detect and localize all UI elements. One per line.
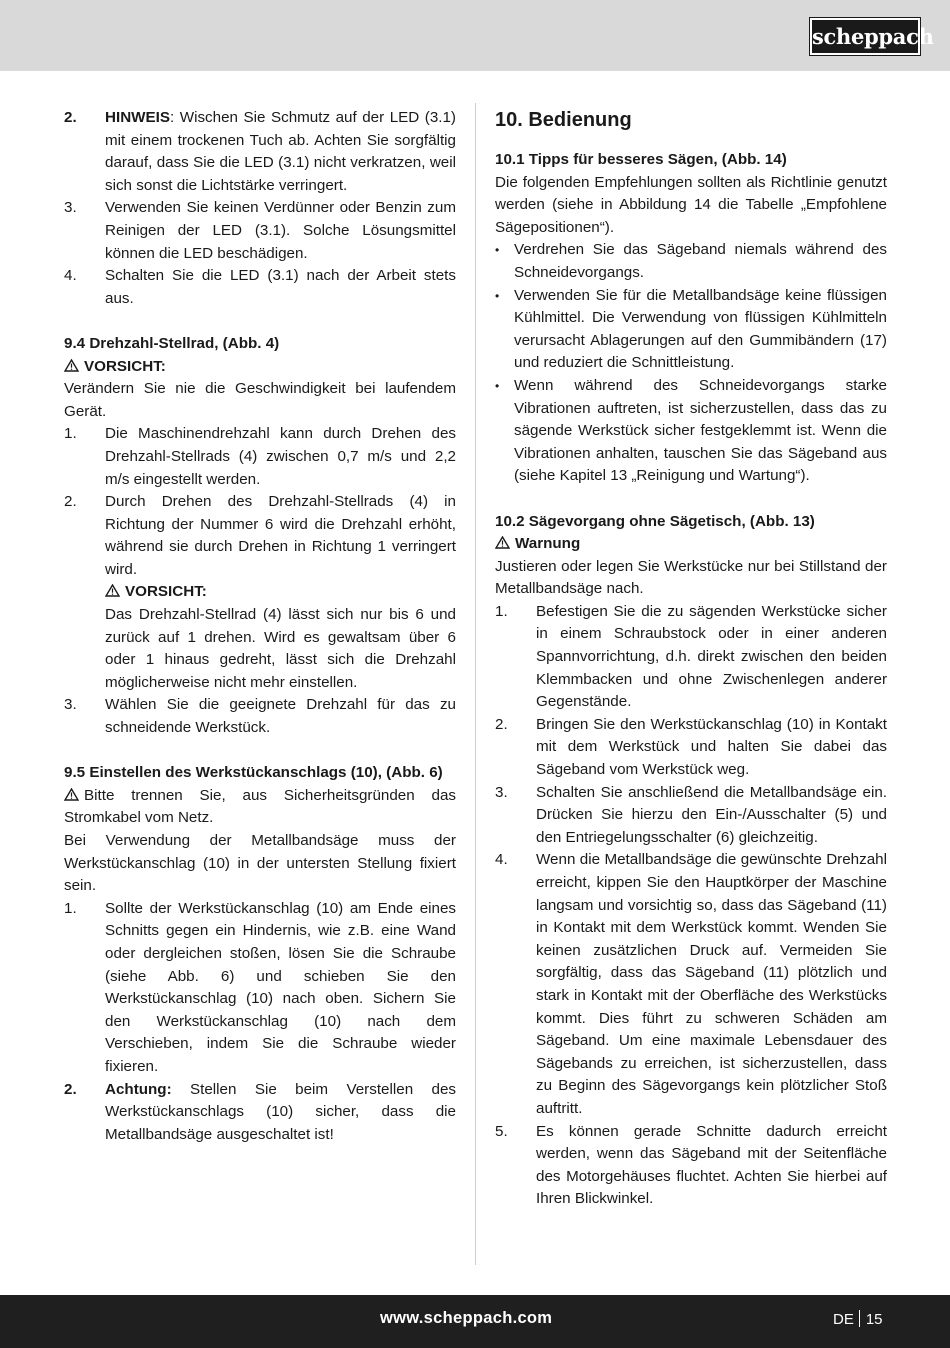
language-code: DE [833, 1311, 854, 1328]
list-item [64, 1079, 456, 1147]
warning-paragraph [64, 785, 456, 830]
left-column [64, 107, 456, 1146]
list-item [495, 1121, 887, 1211]
item-text: Wählen Sie die geeignete Drehzahl für das zu schneidende Werkstück. [105, 696, 456, 737]
bullet-item [495, 239, 887, 284]
warning-triangle-icon [105, 584, 120, 597]
warning-text: Bitte trennen Sie, aus Sicherheitsgründen das Stromkabel vom Netz. [64, 786, 456, 827]
website-link[interactable]: www.scheppach.com [380, 1309, 553, 1327]
section-heading-10-2: 10.2 Sägevorgang ohne Sägetisch, (Abb. 13) [495, 512, 815, 530]
item-number: 3. [64, 696, 77, 714]
list-item [64, 197, 456, 265]
list-item [495, 714, 887, 782]
bullet-icon: • [495, 288, 500, 303]
list-item [495, 782, 887, 850]
section-heading-10-1: 10.1 Tipps für besseres Sägen, (Abb. 14) [495, 151, 787, 168]
item-number: 5. [495, 1122, 508, 1140]
item-text: Durch Drehen des Drehzahl-Stellrads (4) in Richtung der Nummer 6 wird die Drehzahl erhöht, während sie durch Drehen in Richtung 1 verringert wird. [105, 493, 456, 578]
item-number: 1. [64, 425, 77, 443]
page-header [0, 0, 950, 71]
item-number: 1. [495, 602, 508, 620]
paragraph: Bei Verwendung der Metallbandsäge muss der Werkstückanschlag (10) in der untersten Stellung fixiert sein. [64, 832, 456, 895]
bullet-icon: • [495, 243, 500, 258]
item-number: 4. [64, 267, 77, 285]
item-text: Das Drehzahl-Stellrad (4) lässt sich nur bis 6 und zurück auf 1 drehen. Wird es gewaltsam über 6 oder 1 hinaus gedreht, lässt sich die Drehzahl möglicherweise nicht mehr einstellen. [105, 606, 456, 691]
item-number: 2. [495, 715, 508, 733]
section-heading-10: 10. Bedienung [495, 109, 632, 131]
item-text: Befestigen Sie die zu sägenden Werkstücke sicher in einem Schraubstock oder in einer anderen Spannvorrichtung, d.h. direkt zwischen den beiden Klemmbacken und ohne Zwischenlegen anderer Gegenstände. [536, 602, 887, 711]
list-item [64, 898, 456, 1079]
bullet-icon: • [495, 378, 500, 393]
warning-line [495, 533, 887, 556]
item-text: Bringen Sie den Werkstückanschlag (10) in Kontakt mit dem Werkstück und halten Sie dabei das Sägeband vom Werkstück weg. [536, 715, 887, 779]
item-number: 2. [64, 493, 77, 511]
bullet-text: Verwenden Sie für die Metallbandsäge keine flüssigen Kühlmittel. Die Verwendung von flüssigen Kühlmitteln verursacht Ablagerungen auf den Gummibändern (17) und reduziert die Schnittleistung. [514, 286, 887, 372]
list-item [64, 491, 456, 581]
scheppach-logo: scheppach [810, 18, 920, 55]
page-number: 15 [865, 1311, 883, 1328]
item-text: Verwenden Sie keinen Verdünner oder Benzin zum Reinigen der LED (3.1). Solche Lösungsmittel können die LED beschädigen. [105, 199, 456, 262]
bullet-item [495, 375, 887, 488]
column-divider [475, 103, 476, 1265]
hinweis-label: HINWEIS [105, 109, 170, 126]
item-text: Wenn die Metallbandsäge die gewünschte Drehzahl erreicht, kippen Sie den Hauptkörper der Maschine langsam und vorsichtig so, dass das Sägeband (11) in Kontakt mit dem Werkstück kommt. Wenden Sie keinen zusätzlichen Druck auf. Vermeiden Sie sorgfältig, dass das Sägeband (11) plötzlich und stark in Kontakt mit der Oberfläche des Werkstücks kommt. Dies führt zu schweren Schäden am Sägeband. Um eine maximale Lebensdauer des Sägebands zu erreichen, ist sicherzustellen, dass zu Beginn des Sägevorgangs kein plötzlicher Stoß auftritt. [536, 851, 887, 1117]
warning-triangle-icon [64, 359, 79, 372]
item-text: Sollte der Werkstückanschlag (10) am Ende eines Schnitts gegen ein Hindernis, wie z.B. eine Wand oder dergleichen stoßen, lösen Sie die Schraube (siehe Abb. 6) und schieben Sie den Werkstückanschlag (10) nach oben. Sichern Sie den Werkstückanschlag (10) nach dem Verschieben, indem Sie die Schraube wieder fixieren. [105, 899, 456, 1075]
list-item [64, 107, 456, 197]
paragraph: Justieren oder legen Sie Werkstücke nur bei Stillstand der Metallbandsäge nach. [495, 557, 887, 598]
page-footer [0, 1295, 950, 1348]
item-number: 4. [495, 851, 508, 869]
item-number: 2. [64, 109, 77, 126]
section-heading-9-5: 9.5 Einstellen des Werkstückanschlags (10), (Abb. 6) [64, 764, 443, 782]
warning-label: Warnung [515, 535, 581, 553]
list-item [64, 423, 456, 491]
warning-triangle-icon [64, 788, 79, 801]
paragraph: Verändern Sie nie die Geschwindigkeit bei laufendem Gerät. [64, 380, 456, 420]
item-text: Stellen Sie beim Verstellen des Werkstückanschlags (10) sicher, dass die Metallbandsäge ausgeschaltet ist! [105, 1080, 456, 1143]
list-item [495, 849, 887, 1120]
item-number: 1. [64, 899, 77, 917]
list-item-sub [64, 581, 456, 694]
warning-label: VORSICHT: [84, 357, 166, 375]
item-number: 2. [64, 1080, 77, 1098]
warning-line [64, 356, 456, 379]
section-heading-9-4: 9.4 Drehzahl-Stellrad, (Abb. 4) [64, 334, 280, 352]
item-number: 3. [495, 783, 508, 801]
right-column [495, 107, 887, 1211]
bullet-text: Wenn während des Schneidevorgangs starke Vibrationen auftreten, ist sicherzustellen, dass das zu sägende Werkstück sicher festgeklemmt ist. Wenn die Vibrationen anhalten, tauschen Sie das Sägeband aus (siehe Kapitel 13 „Reinigung und Wartung“). [514, 376, 887, 485]
list-item [64, 694, 456, 739]
bullet-item [495, 285, 887, 375]
list-item [64, 265, 456, 310]
item-text: : Wischen Sie Schmutz auf der LED (3.1) mit einem trockenen Tuch ab. Achten Sie sorgfältig darauf, dass Sie die LED (3.1) nicht verkratzen, weil sich sonst die Lichtstärke verringert. [105, 109, 456, 194]
warning-line [105, 581, 456, 604]
item-text: Die Maschinendrehzahl kann durch Drehen des Drehzahl-Stellrads (4) zwischen 0,7 m/s und 2,2 m/s eingestellt werden. [105, 425, 456, 488]
item-number: 3. [64, 199, 77, 217]
page-indicator [833, 1310, 883, 1328]
paragraph: Die folgenden Empfehlungen sollten als Richtlinie genutzt werden (siehe in Abbildung 14 die Tabelle „Empfohlene Sägepositionen“). [495, 173, 887, 236]
warning-triangle-icon [495, 536, 510, 549]
warning-label: VORSICHT: [125, 583, 207, 601]
achtung-label: Achtung: [105, 1080, 172, 1098]
list-item [495, 601, 887, 714]
item-text: Schalten Sie die LED (3.1) nach der Arbeit stets aus. [105, 267, 456, 307]
item-text: Schalten Sie anschließend die Metallbandsäge ein. Drücken Sie hierzu den Ein-/Ausschalter (5) und den Entriegelungsschalter (6) gleichzeitig. [536, 783, 887, 846]
item-text: Es können gerade Schnitte dadurch erreicht werden, wenn das Sägeband mit der Seitenfläche des Motorgehäuses fluchtet. Achten Sie hierbei auf Ihren Blickwinkel. [536, 1122, 887, 1208]
bullet-text: Verdrehen Sie das Sägeband niemals während des Schneidevorgangs. [514, 241, 887, 281]
